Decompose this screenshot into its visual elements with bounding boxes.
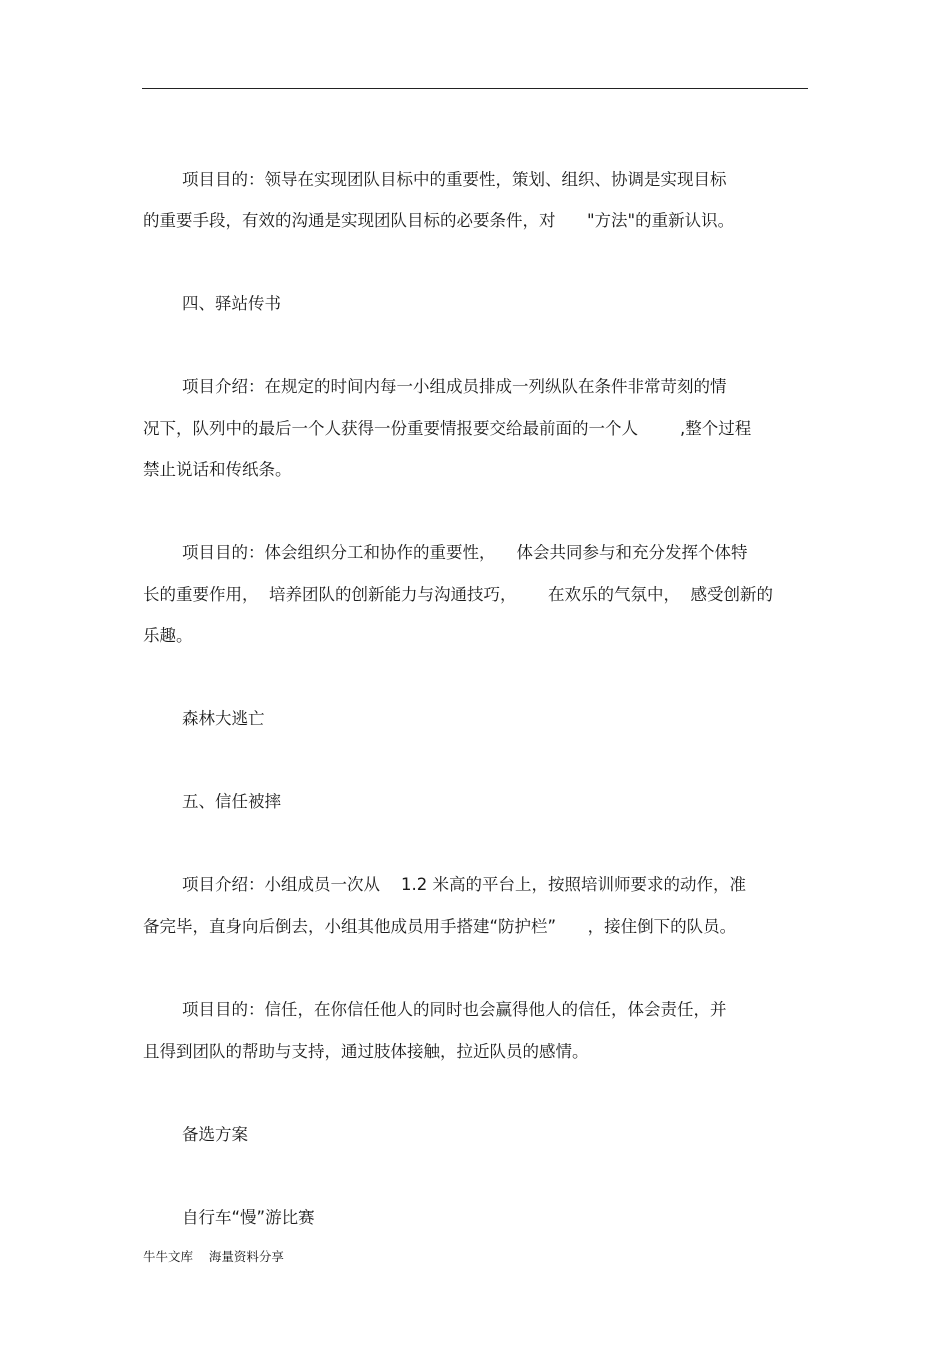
heading-bike-slow-race: 自行车“慢”游比赛 <box>182 1208 315 1227</box>
heading-alternative-plan: 备选方案 <box>182 1125 248 1144</box>
paragraph-4-line-3: 乐趣。 <box>143 626 193 645</box>
header-rule <box>142 88 808 89</box>
paragraph-3-line-1: 项目介绍：在规定的时间内每一小组成员排成一列纵队在条件非常苛刻的情 <box>182 377 727 396</box>
paragraph-8-line-2: 且得到团队的帮助与支持，通过肢体接触，拉近队员的感情。 <box>143 1042 589 1061</box>
heading-trust-fall: 五、信任被摔 <box>182 792 281 811</box>
paragraph-7-line-2: 备完毕，直身向后倒去，小组其他成员用手搭建“防护栏” ，接住倒下的队员。 <box>143 917 737 936</box>
paragraph-1-line-2: 的重要手段，有效的沟通是实现团队目标的必要条件，对 "方法"的重新认识。 <box>143 211 735 230</box>
paragraph-7-line-1: 项目介绍：小组成员一次从 1.2 米高的平台上，按照培训师要求的动作，准 <box>182 875 746 894</box>
heading-relay-message: 四、驿站传书 <box>182 294 281 313</box>
paragraph-8-line-1: 项目目的：信任，在你信任他人的同时也会赢得他人的信任，体会责任，并 <box>182 1000 727 1019</box>
page-footer: 牛牛文库 海量资料分享 <box>143 1249 284 1264</box>
paragraph-4-line-2: 长的重要作用， 培养团队的创新能力与沟通技巧， 在欢乐的气氛中， 感受创新的 <box>143 585 773 604</box>
paragraph-3-line-3: 禁止说话和传纸条。 <box>143 460 292 479</box>
paragraph-1-line-1: 项目目的：领导在实现团队目标中的重要性，策划、组织、协调是实现目标 <box>182 170 727 189</box>
paragraph-3-line-2: 况下，队列中的最后一个人获得一份重要情报要交给最前面的一个人 ,整个过程 <box>143 419 752 438</box>
paragraph-4-line-1: 项目目的：体会组织分工和协作的重要性， 体会共同参与和充分发挥个体特 <box>182 543 748 562</box>
heading-forest-escape: 森林大逃亡 <box>182 709 265 728</box>
